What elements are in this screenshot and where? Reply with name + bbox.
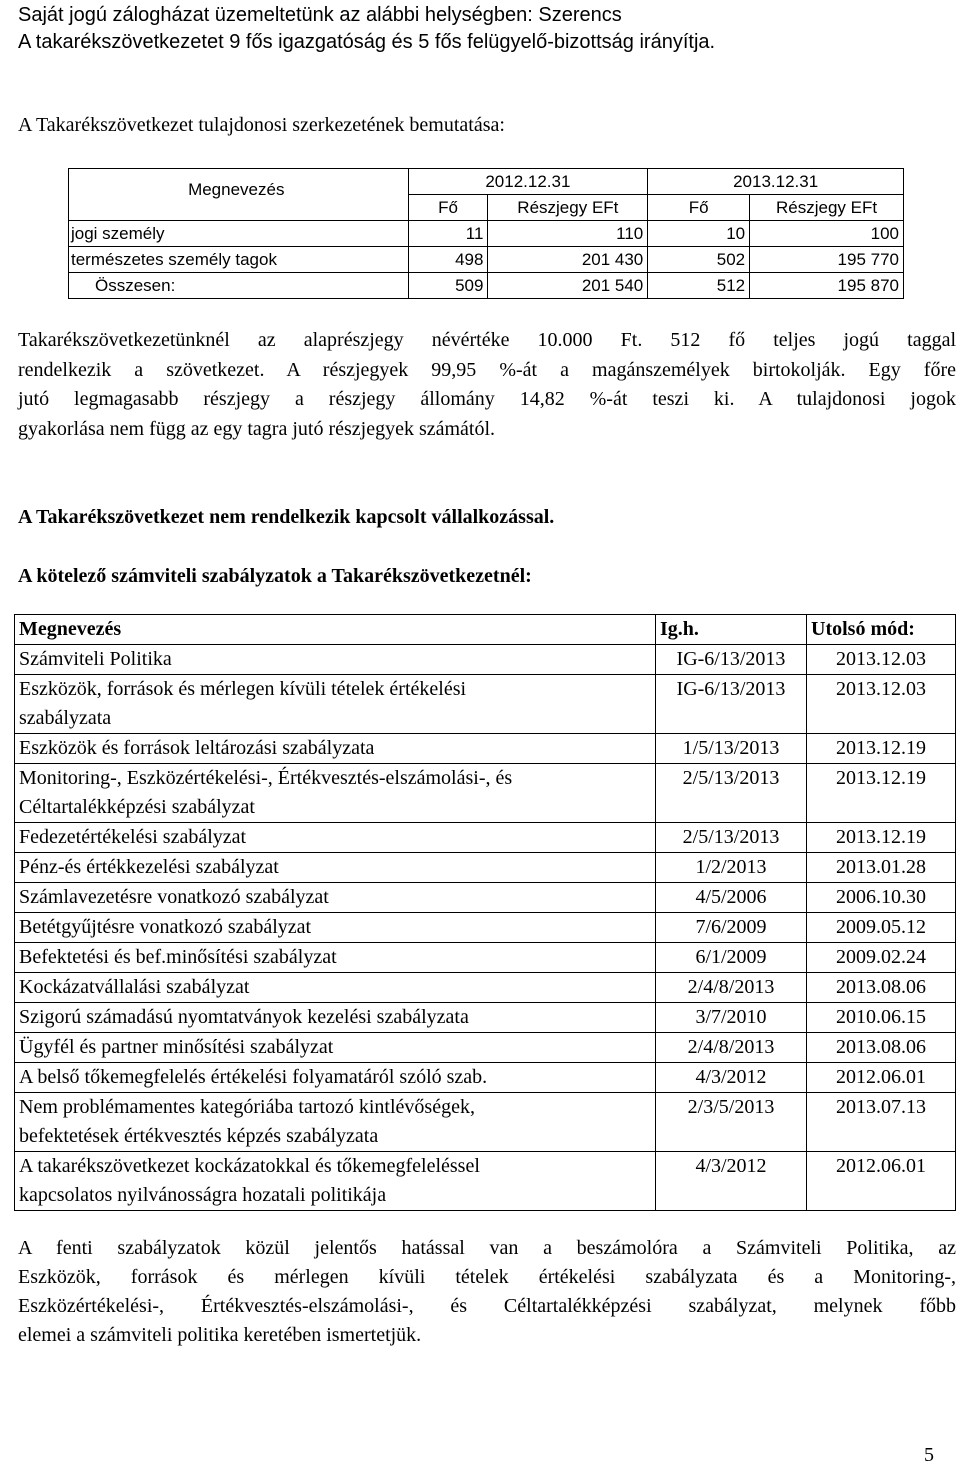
own-cell: 195 770 (750, 247, 904, 273)
reg-date: 2013.08.06 (807, 973, 956, 1003)
reg-code: IG-6/13/2013 (656, 645, 807, 675)
reg-name: Ügyfél és partner minősítési szabályzat (15, 1033, 656, 1063)
reg-name: Szigorú számadású nyomtatványok kezelési szabályzata (15, 1003, 656, 1033)
reg-name: Kockázatvállalási szabályzat (15, 973, 656, 1003)
table-row (15, 1152, 956, 1211)
paragraph-line: gyakorlása nem függ az egy tagra jutó részjegyek számától. (18, 417, 496, 440)
ownership-table (68, 168, 904, 299)
reg-date: 2009.05.12 (807, 913, 956, 943)
own-sub-fo-1: Fő (408, 195, 488, 221)
reg-date: 2013.01.28 (807, 853, 956, 883)
table-row (15, 1063, 956, 1093)
reg-date: 2010.06.15 (807, 1003, 956, 1033)
table-row (15, 823, 956, 853)
table-row (69, 273, 904, 299)
reg-code: 6/1/2009 (656, 943, 807, 973)
reg-date: 2013.08.06 (807, 1033, 956, 1063)
reg-code: 1/2/2013 (656, 853, 807, 883)
reg-name: Fedezetértékelési szabályzat (15, 823, 656, 853)
reg-header-date: Utolsó mód: (807, 615, 956, 645)
own-cell: 110 (488, 221, 648, 247)
reg-name: A belső tőkemegfelelés értékelési folyamatáról szóló szab. (15, 1063, 656, 1093)
own-cell: 100 (750, 221, 904, 247)
table-row (15, 645, 956, 675)
reg-name-line: Nem problémamentes kategóriába tartozó kintlévőségek, (19, 1096, 475, 1118)
reg-code: 2/5/13/2013 (656, 823, 807, 853)
table-row (69, 221, 904, 247)
reg-date: 2013.12.03 (807, 675, 956, 734)
table-row (15, 973, 956, 1003)
own-sub-reszjegy-2: Részjegy EFt (750, 195, 904, 221)
reg-code: IG-6/13/2013 (656, 675, 807, 734)
reg-name-line: A takarékszövetkezet kockázatokkal és tőkemegfeleléssel (19, 1155, 480, 1177)
reg-name-line: szabályzata (19, 707, 112, 729)
reg-name: Eszközök és források leltározási szabályzata (15, 734, 656, 764)
reg-code: 2/3/5/2013 (656, 1093, 807, 1152)
own-header-name: Megnevezés (69, 169, 409, 221)
table-row (15, 675, 956, 734)
own-row-label: Összesen: (69, 273, 409, 299)
reg-name: Befektetési és bef.minősítési szabályzat (15, 943, 656, 973)
own-cell: 10 (648, 221, 750, 247)
table-row (15, 764, 956, 823)
ownership-heading: A Takarékszövetkezet tulajdonosi szerkezetének bemutatása: (18, 114, 505, 136)
own-cell: 11 (408, 221, 488, 247)
reg-name (15, 1093, 656, 1152)
reg-date: 2013.12.19 (807, 734, 956, 764)
table-row (15, 883, 956, 913)
page-number: 5 (924, 1444, 934, 1466)
intro-line-1: Saját jogú zálogházat üzemeltetünk az alábbi helységben: Szerencs (18, 4, 622, 26)
paragraph-line: jutó legmagasabb részjegy a részjegy állomány 14,82 %-át teszi ki. A tulajdonosi jogok (18, 388, 956, 410)
reg-name (15, 675, 656, 734)
paragraph-line: A fenti szabályzatok közül jelentős hatással van a beszámolóra a Számviteli Politika, az (18, 1237, 956, 1259)
reg-name-line: befektetések értékvesztés képzés szabályzata (19, 1125, 379, 1147)
reg-code: 4/3/2012 (656, 1063, 807, 1093)
reg-name (15, 1152, 656, 1211)
reg-name: Pénz-és értékkezelési szabályzat (15, 853, 656, 883)
reg-code: 3/7/2010 (656, 1003, 807, 1033)
own-cell: 201 430 (488, 247, 648, 273)
reg-date: 2006.10.30 (807, 883, 956, 913)
reg-name: Betétgyűjtésre vonatkozó szabályzat (15, 913, 656, 943)
reg-date: 2013.07.13 (807, 1093, 956, 1152)
reg-code: 2/5/13/2013 (656, 764, 807, 823)
reg-date: 2009.02.24 (807, 943, 956, 973)
table-row (15, 853, 956, 883)
reg-name: Számlavezetésre vonatkozó szabályzat (15, 883, 656, 913)
own-header-date1: 2012.12.31 (408, 169, 648, 195)
table-row (15, 913, 956, 943)
reg-date: 2012.06.01 (807, 1063, 956, 1093)
paragraph-line: Eszközértékelési-, Értékvesztés-elszámolási-, és Céltartalékképzési szabályzat, melynek főbb (18, 1295, 956, 1317)
own-header-date2: 2013.12.31 (648, 169, 904, 195)
table-row (15, 1093, 956, 1152)
paragraph-line: Takarékszövetkezetünknél az alaprészjegy névértéke 10.000 Ft. 512 fő teljes jogú taggal (18, 329, 956, 351)
table-row (15, 1033, 956, 1063)
table-row (15, 943, 956, 973)
regulations-heading: A kötelező számviteli szabályzatok a Takarékszövetkezetnél: (18, 565, 532, 587)
intro-line-2: A takarékszövetkezetet 9 fős igazgatóság és 5 fős felügyelő-bizottság irányítja. (18, 31, 716, 53)
reg-name-line: Monitoring-, Eszközértékelési-, Értékvesztés-elszámolási-, és (19, 767, 513, 789)
own-sub-fo-2: Fő (648, 195, 750, 221)
own-sub-reszjegy-1: Részjegy EFt (488, 195, 648, 221)
reg-code: 4/5/2006 (656, 883, 807, 913)
paragraph-line: elemei a számviteli politika keretében ismertetjük. (18, 1324, 422, 1346)
own-cell: 509 (408, 273, 488, 299)
reg-code: 4/3/2012 (656, 1152, 807, 1211)
reg-header-name: Megnevezés (15, 615, 656, 645)
table-row (15, 734, 956, 764)
reg-header-code: Ig.h. (656, 615, 807, 645)
reg-name (15, 764, 656, 823)
reg-code: 2/4/8/2013 (656, 973, 807, 1003)
table-row (69, 247, 904, 273)
reg-date: 2013.12.03 (807, 645, 956, 675)
summary-paragraph (18, 1234, 956, 1350)
own-cell: 502 (648, 247, 750, 273)
own-row-label: jogi személy (69, 221, 409, 247)
regulations-table (14, 614, 956, 1211)
reg-name-line: Céltartalékképzési szabályzat (19, 796, 255, 818)
reg-date: 2013.12.19 (807, 764, 956, 823)
reg-code: 7/6/2009 (656, 913, 807, 943)
own-cell: 201 540 (488, 273, 648, 299)
paragraph-line: Eszközök, források és mérlegen kívüli tételek értékelési szabályzata és a Monitoring-, (18, 1266, 956, 1288)
reg-name-line: Eszközök, források és mérlegen kívüli tételek értékelési (19, 678, 467, 700)
own-cell: 498 (408, 247, 488, 273)
reg-code: 2/4/8/2013 (656, 1033, 807, 1063)
own-cell: 195 870 (750, 273, 904, 299)
own-row-label: természetes személy tagok (69, 247, 409, 273)
ownership-paragraph (18, 326, 956, 444)
paragraph-line: rendelkezik a szövetkezet. A részjegyek 99,95 %-át a magánszemélyek birtokolják. Egy főre (18, 358, 956, 381)
reg-name: Számviteli Politika (15, 645, 656, 675)
reg-name-line: kapcsolatos nyilvánosságra hozatali politikája (19, 1184, 387, 1206)
connected-heading: A Takarékszövetkezet nem rendelkezik kapcsolt vállalkozással. (18, 506, 555, 528)
table-row (15, 1003, 956, 1033)
reg-code: 1/5/13/2013 (656, 734, 807, 764)
own-cell: 512 (648, 273, 750, 299)
reg-date: 2012.06.01 (807, 1152, 956, 1211)
reg-date: 2013.12.19 (807, 823, 956, 853)
